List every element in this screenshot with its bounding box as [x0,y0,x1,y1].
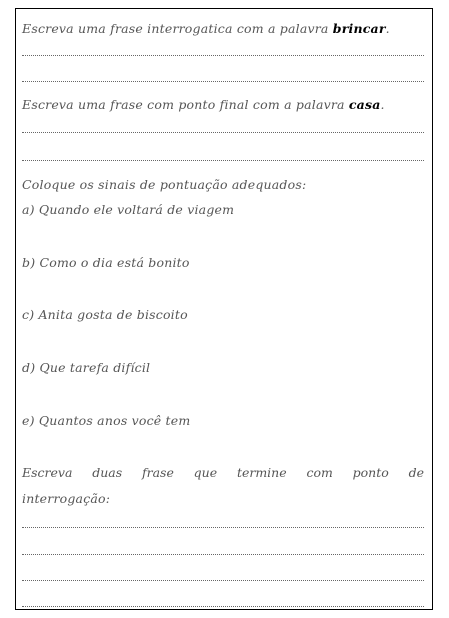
question-3-instruction: Coloque os sinais de pontuação adequados: [22,177,307,192]
question-2-keyword: casa [348,97,381,112]
word: termine [236,465,287,480]
word: ponto [352,465,389,480]
question-1-keyword: brincar [332,21,386,36]
word: que [193,465,218,480]
list-item: a) Quando ele voltará de viagem [22,202,235,217]
list-item: b) Como o dia está bonito [22,255,190,270]
answer-line[interactable] [22,527,424,528]
word: de [408,465,425,480]
answer-line[interactable] [22,81,424,82]
word: Escreva [22,465,73,480]
word: com [306,465,333,480]
answer-line[interactable] [22,554,424,555]
list-item: d) Que tarefa difícil [22,360,151,375]
list-item: e) Quantos anos você tem [22,413,191,428]
answer-line[interactable] [22,132,424,133]
question-1-period: . [385,21,390,36]
question-2 [22,97,385,112]
question-1-text: Escreva uma frase interrogatica com a palavra [22,21,333,36]
question-2-text: Escreva uma frase com ponto final com a palavra [22,97,349,112]
list-item: c) Anita gosta de biscoito [22,307,188,322]
worksheet-page [15,8,433,610]
question-2-period: . [380,97,385,112]
answer-line[interactable] [22,55,424,56]
question-1 [22,21,390,36]
answer-line[interactable] [22,606,424,607]
word: duas [92,465,123,480]
answer-line[interactable] [22,160,424,161]
question-4-line-1 [22,465,424,480]
answer-line[interactable] [22,580,424,581]
question-4-line-2: interrogação: [22,491,111,506]
word: frase [141,465,174,480]
